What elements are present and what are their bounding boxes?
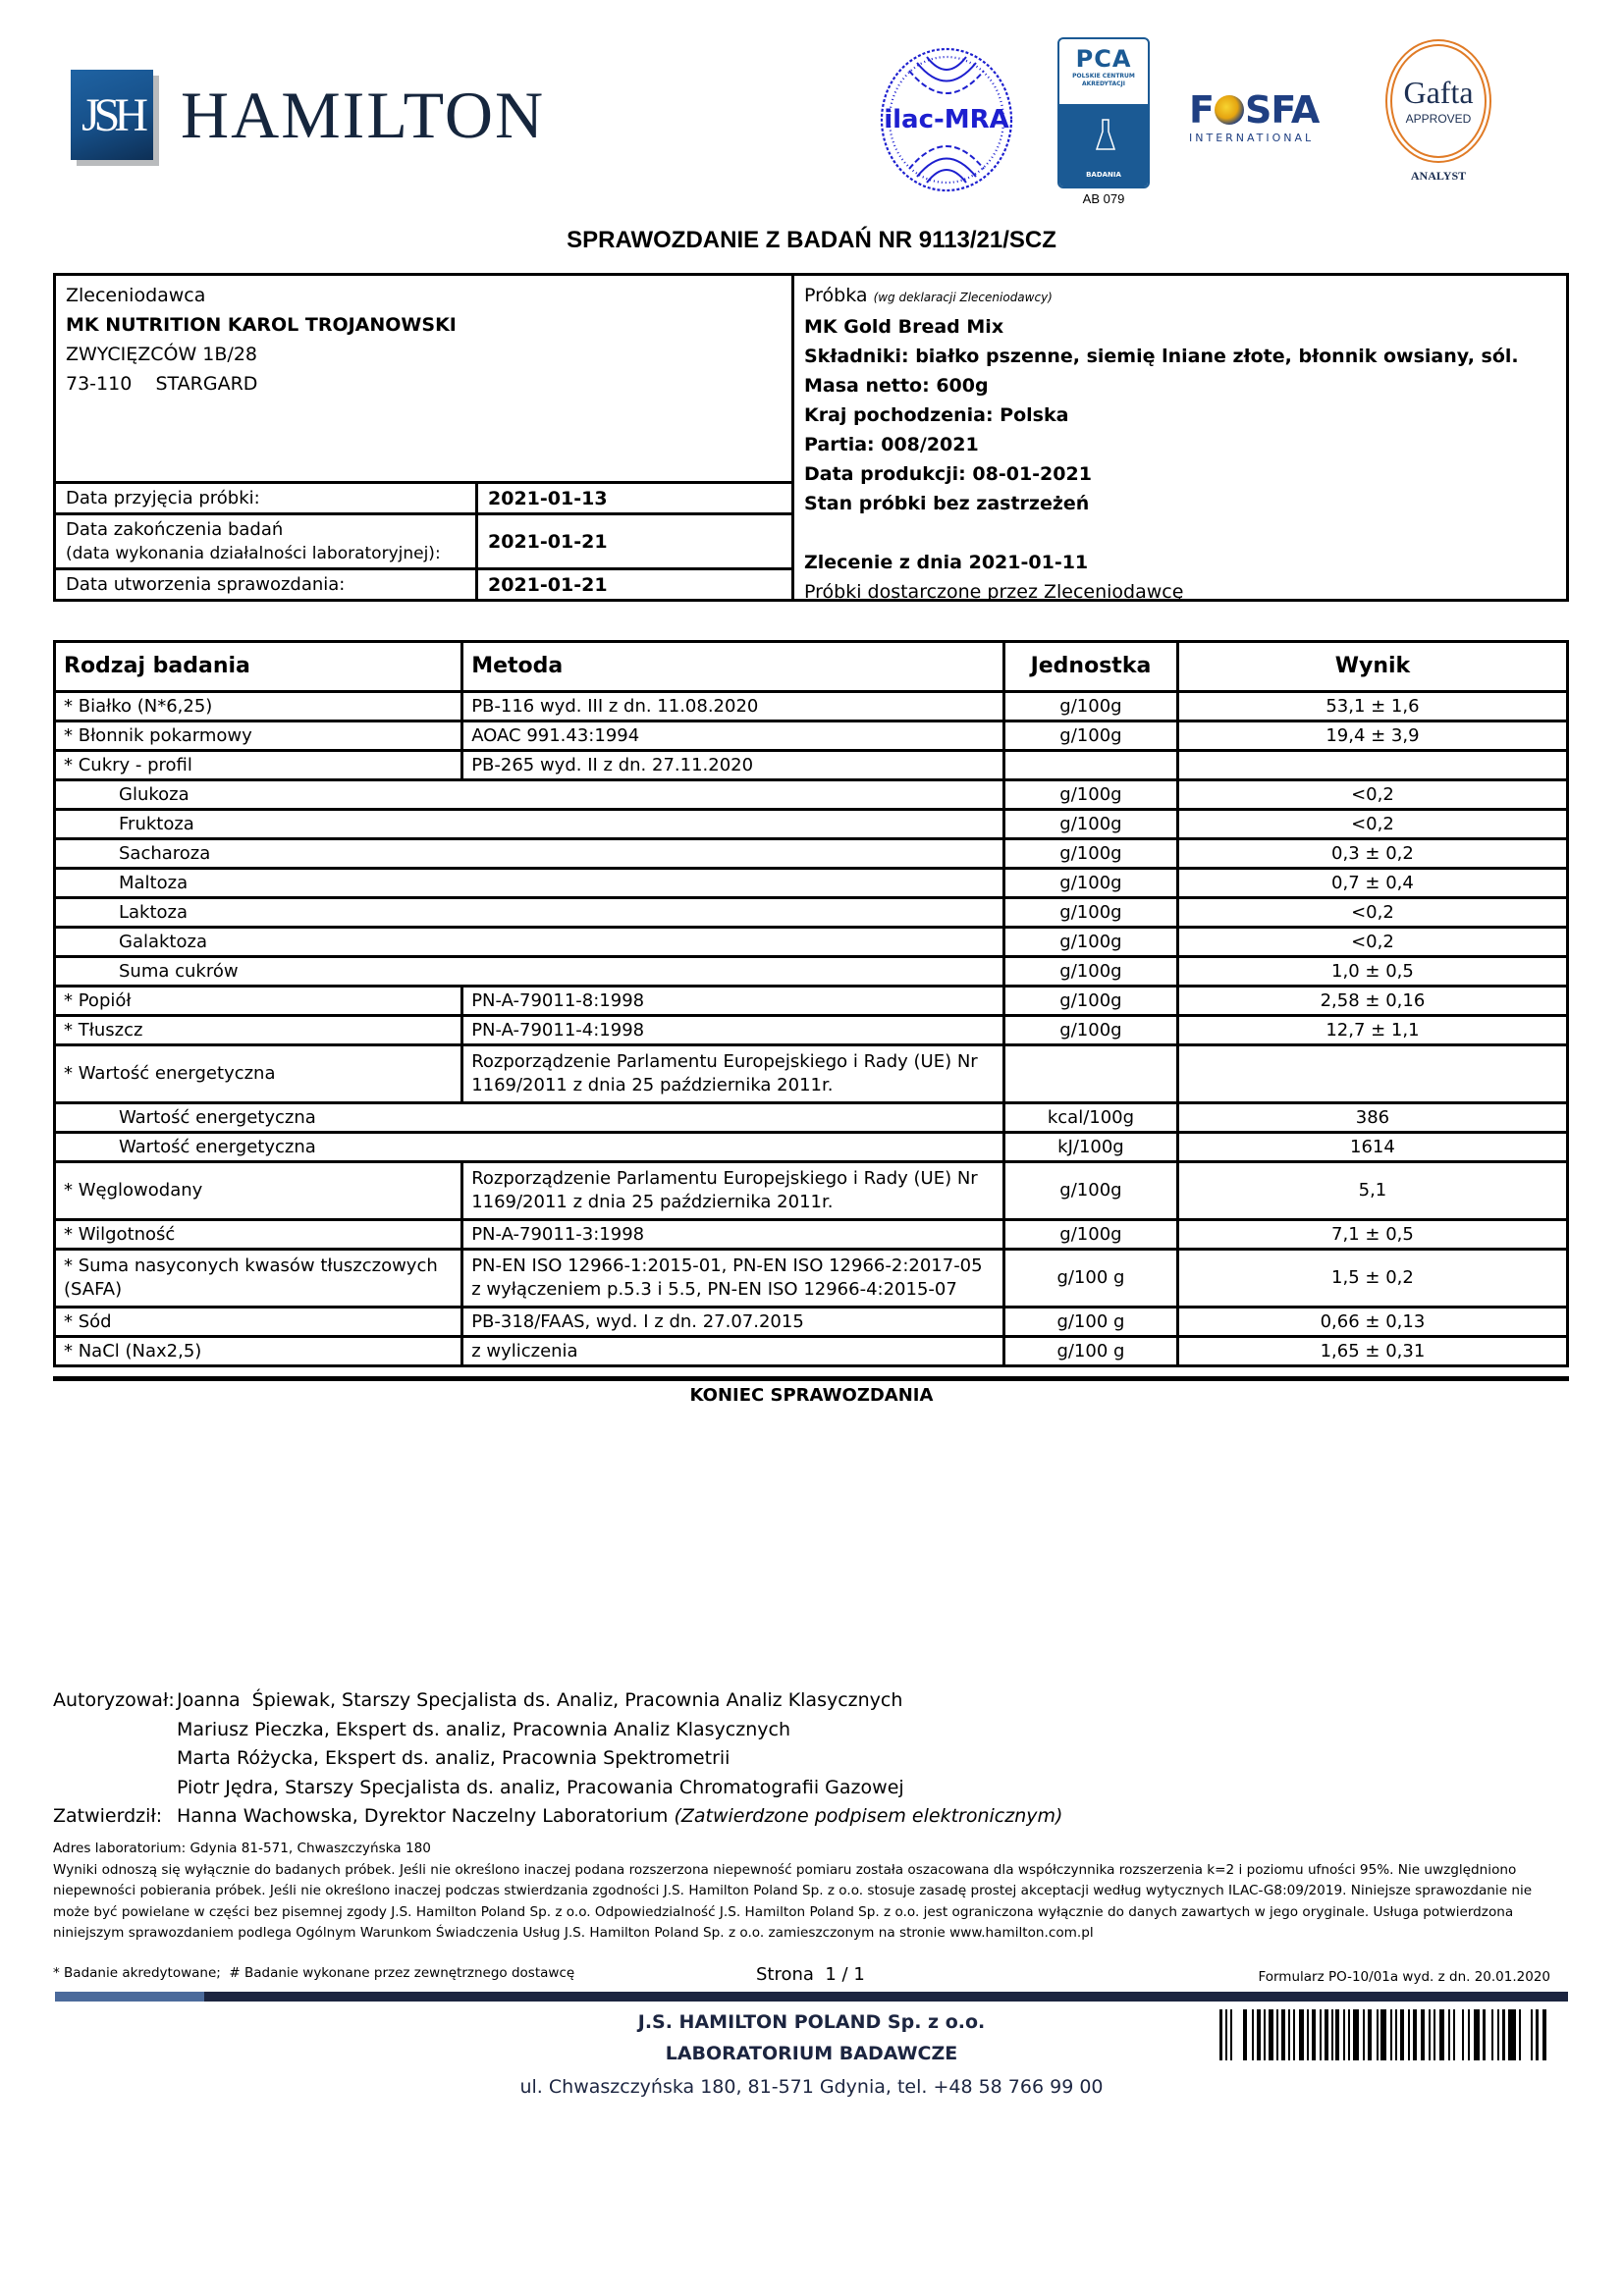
sample-origin: Kraj pochodzenia: Polska: [804, 404, 1069, 426]
accreditation-code: AB 079: [1082, 191, 1125, 206]
table-row: * Wartość energetyczna Rozporządzenie Parlamentu Europejskiego i Rady (UE) Nr 1169/2011 z dnia 25 października 2011r.: [55, 1045, 1568, 1103]
globe-icon: [1215, 95, 1244, 125]
table-row-sub: Wartość energetyczna kcal/100g 386: [55, 1103, 1568, 1133]
sample-label-note: (wg deklaracji Zleceniodawcy): [873, 291, 1053, 304]
sample-production-date: Data produkcji: 08-01-2021: [804, 463, 1092, 485]
authorizer: Marta Różycka, Ekspert ds. analiz, Pracownia Spektrometrii: [177, 1747, 730, 1769]
sample-label: Próbka: [804, 285, 868, 306]
signatures-block: [53, 1686, 1062, 1832]
authorizer: Joanna Śpiewak, Starszy Specjalista ds. Analiz, Pracownia Analiz Klasycznych: [177, 1689, 903, 1711]
table-row: * NaCl (Nax2,5) z wyliczenia g/100 g 1,65 ± 0,31: [55, 1337, 1568, 1366]
authorized-label: Autoryzował:: [53, 1689, 175, 1711]
company-name: J.S. HAMILTON POLAND Sp. z o.o.: [637, 2011, 986, 2033]
sample-name: MK Gold Bread Mix: [804, 316, 1004, 338]
disclaimer: Wyniki odnoszą się wyłącznie do badanych próbek. Jeśli nie określono inaczej podana rozszerzona niepewność pomiaru została oszacowana dla współczynnika rozszerzenia k=2 i poziomu ufności 95%. Nie uwzględniono niepewności pobierania próbek. Jeśli nie określono inaczej podczas stwierdzania zgodności J.S. Hamilton Poland Sp. z o.o. stosuje zasadę prostej akceptacji według wytycznych ILAC-G8:09/2019. Niniejsze sprawozdanie nie może być powielane w części bez pisemnej zgody J.S. Hamilton Poland Sp. z o.o. Odpowiedzialność J.S. Hamilton Poland Sp. z o.o. jest ograniczona wyłącznie do danych zawartych w jego oryginale. Usługa potwierdzona niniejszym sprawozdaniem podlega Ogólnym Warunkom Świadczenia Usług J.S. Hamilton Poland Sp. z o.o. zamieszczonym na stronie www.hamilton.com.pl: [53, 1861, 1533, 1941]
sample-net-mass: Masa netto: 600g: [804, 375, 989, 397]
sample-batch: Partia: 008/2021: [804, 434, 979, 455]
dates-block: [56, 481, 791, 599]
date-received-row: Data przyjęcia próbki: 2021-01-13: [56, 481, 791, 512]
gafta-logo: Gafta APPROVED ANALYST: [1379, 39, 1498, 196]
table-row-sub: Sacharoza g/100g 0,3 ± 0,2: [55, 839, 1568, 869]
fosfa-logo: F SFA INTERNATIONAL: [1189, 88, 1320, 144]
wheat-wreath-icon: Gafta APPROVED: [1385, 39, 1491, 163]
authorizer: Piotr Jędra, Starszy Specjalista ds. analiz, Pracowania Chromatografii Gazowej: [177, 1776, 904, 1798]
approver: Hanna Wachowska, Dyrektor Naczelny Laboratorium: [177, 1805, 675, 1827]
end-divider: [53, 1376, 1569, 1381]
table-row: * Wilgotność PN-A-79011-3:1998 g/100g 7,1 ± 0,5: [55, 1220, 1568, 1250]
end-of-report: KONIEC SPRAWOZDANIA: [689, 1385, 934, 1406]
sample-ingredients: Składniki: białko pszenne, siemię lniane złote, błonnik owsiany, sól.: [804, 346, 1519, 367]
table-row: * Cukry - profil PB-265 wyd. II z dn. 27.11.2020: [55, 751, 1568, 780]
table-row-sub: Wartość energetyczna kJ/100g 1614: [55, 1133, 1568, 1162]
form-number: Formularz PO-10/01a wyd. z dn. 20.01.2020: [1258, 1969, 1550, 1985]
column-header-method: Metoda: [462, 642, 1004, 692]
results-table: [53, 640, 1569, 1367]
pca-logo: PCA POLSKIE CENTRUM AKREDYTACJI BADANIA AB 079: [1057, 37, 1150, 201]
flask-icon: [1095, 118, 1116, 153]
ilac-mra-logo-icon: [877, 45, 1016, 194]
table-row-sub: Glukoza g/100g <0,2: [55, 780, 1568, 810]
hamilton-logo: [71, 70, 545, 160]
table-row: * Tłuszcz PN-A-79011-4:1998 g/100g 12,7 ± 1,1: [55, 1016, 1568, 1045]
column-header-unit: Jednostka: [1004, 642, 1178, 692]
table-row-sub: Maltoza g/100g 0,7 ± 0,4: [55, 869, 1568, 898]
client-label: Zleceniodawca: [66, 285, 206, 306]
date-completed-row: Data zakończenia badań (data wykonania działalności laboratoryjnej): 2021-01-21: [56, 512, 791, 567]
sample-delivery: Próbki dostarczone przez Zleceniodawcę: [804, 581, 1184, 603]
authorizer: Mariusz Pieczka, Ekspert ds. analiz, Pracownia Analiz Klasycznych: [177, 1718, 790, 1740]
sample-condition: Stan próbki bez zastrzeżeń: [804, 493, 1090, 514]
column-header-result: Wynik: [1177, 642, 1567, 692]
table-header-row: [55, 642, 1568, 692]
footer-bar: [55, 1992, 1568, 2002]
lab-name: LABORATORIUM BADAWCZE: [665, 2043, 958, 2064]
sample-block: [794, 276, 1566, 603]
barcode-icon: [1219, 2009, 1546, 2060]
approved-label: Zatwierdził:: [53, 1805, 163, 1827]
client-street: ZWYCIĘZCÓW 1B/28: [66, 344, 258, 365]
table-row-sub: Suma cukrów g/100g 1,0 ± 0,5: [55, 957, 1568, 987]
table-row-sub: Fruktoza g/100g <0,2: [55, 810, 1568, 839]
table-row: * Błonnik pokarmowy AOAC 991.43:1994 g/100g 19,4 ± 3,9: [55, 721, 1568, 751]
svg-text:ilac-MRA: ilac-MRA: [884, 105, 1009, 134]
table-row-sub: Laktoza g/100g <0,2: [55, 898, 1568, 928]
report-info-box: [53, 273, 1569, 602]
table-row: * Węglowodany Rozporządzenie Parlamentu Europejskiego i Rady (UE) Nr 1169/2011 z dnia 25 października 2011r. g/100g 5,1: [55, 1162, 1568, 1220]
jsh-monogram-icon: JSH: [71, 70, 153, 160]
order-date: Zlecenie z dnia 2021-01-11: [804, 552, 1089, 573]
table-row: * Suma nasyconych kwasów tłuszczowych (SAFA) PN-EN ISO 12966-1:2015-01, PN-EN ISO 12966-2:2017-05 z wyłączeniem p.5.3 i 5.5, PN-EN ISO 12966-4:2015-07 g/100 g 1,5 ± 0,2: [55, 1250, 1568, 1308]
table-row: * Białko (N*6,25) PB-116 wyd. III z dn. 11.08.2020 g/100g 53,1 ± 1,6: [55, 692, 1568, 721]
lab-address: Adres laboratorium: Gdynia 81-571, Chwaszczyńska 180: [53, 1841, 431, 1856]
table-row: * Popiół PN-A-79011-8:1998 g/100g 2,58 ± 0,16: [55, 987, 1568, 1016]
table-row: * Sód PB-318/FAAS, wyd. I z dn. 27.07.2015 g/100 g 0,66 ± 0,13: [55, 1308, 1568, 1337]
column-header-test: Rodzaj badania: [55, 642, 462, 692]
report-title: SPRAWOZDANIE Z BADAŃ NR 9113/21/SCZ: [567, 227, 1056, 253]
page-number: Strona 1 / 1: [756, 1964, 865, 1985]
approval-note: (Zatwierdzone podpisem elektronicznym): [674, 1805, 1063, 1827]
client-city: 73-110 STARGARD: [66, 373, 258, 395]
company-address: ul. Chwaszczyńska 180, 81-571 Gdynia, tel. +48 58 766 99 00: [519, 2076, 1104, 2098]
brand-name: HAMILTON: [181, 78, 546, 152]
date-created-row: Data utworzenia sprawozdania: 2021-01-21: [56, 567, 791, 599]
accreditation-legend: * Badanie akredytowane; # Badanie wykonane przez zewnętrznego dostawcę: [53, 1965, 575, 1981]
client-name: MK NUTRITION KAROL TROJANOWSKI: [66, 314, 457, 336]
fineprint: [53, 1839, 1570, 1945]
table-row-sub: Galaktoza g/100g <0,2: [55, 928, 1568, 957]
client-block: [56, 276, 791, 481]
